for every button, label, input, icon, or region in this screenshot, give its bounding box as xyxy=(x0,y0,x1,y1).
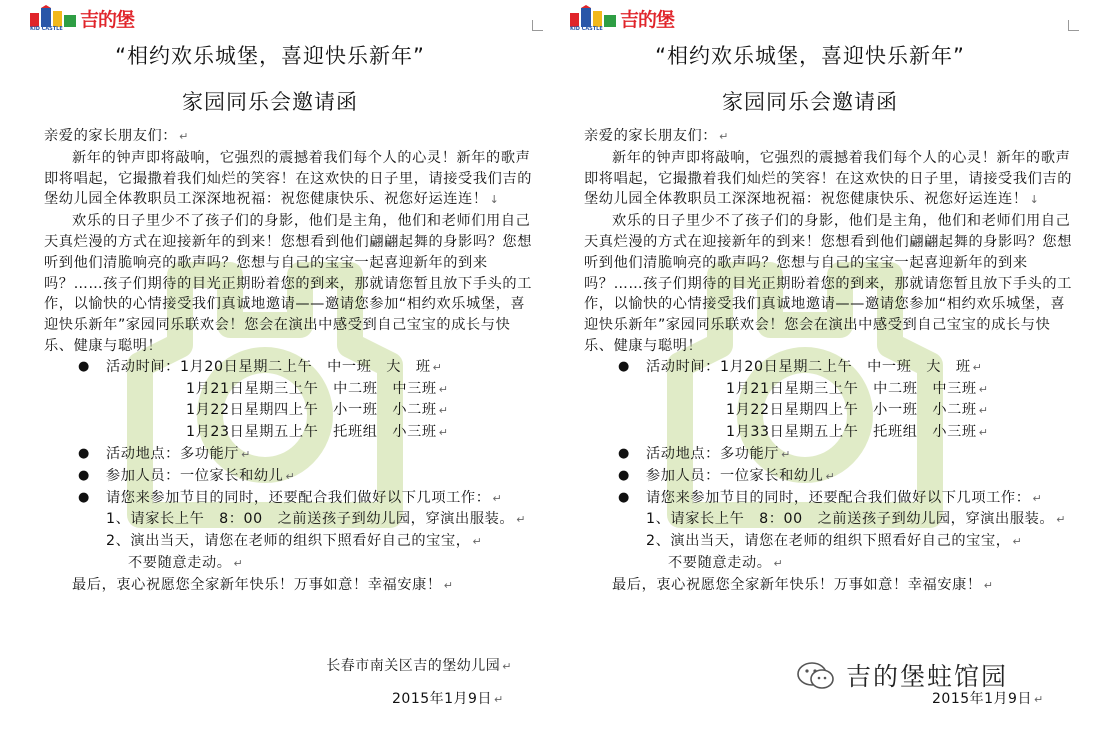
bullet-participants: ● 参加人员：一位家长和幼儿 ↵ xyxy=(78,467,296,484)
schedule-line: 1月22日星期四上午 小一班 小二班 ↵ xyxy=(186,402,449,419)
bullet-cooperation: ● 请您来参加节目的同时，还要配合我们做好以下几项工作： ↵ xyxy=(78,489,503,506)
greeting: 亲爱的家长朋友们： ↵ xyxy=(584,128,729,144)
title-line-1: “相约欢乐城堡，喜迎快乐新年” xyxy=(115,44,425,68)
invitation-page-left xyxy=(0,0,540,730)
logo-subtext: KID CASTLE xyxy=(570,26,603,32)
paragraph-2: 欢乐的日子里少不了孩子们的身影，他们是主角，他们和老师们用自己天真烂漫的方式在迎接新年的到来！您想看到他们翩翩起舞的身影吗？您想听到他们清脆响亮的歌声吗？您想与自己的宝宝一起喜迎新年的到来吗？……孩子们期待的目光正期盼着您的到来，那就请您暂且放下手头的工作，以愉快的心情接受我们真诚地邀请——邀请您参加“相约欢乐城堡，喜迎快乐新年”家园同乐联欢会！您会在演出中感受到自己宝宝的成长与快乐、健康与聪明！ xyxy=(44,213,532,354)
cooperation-item-2: 2、演出当天，请您在老师的组织下照看好自己的宝宝， ↵ xyxy=(106,533,483,550)
bullet-participants: ● 参加人员：一位家长和幼儿 ↵ xyxy=(618,467,836,484)
bullet-activity-time: ● 活动时间：1月20日星期二上午 中一班 大 班 ↵ xyxy=(618,358,983,375)
logo-subtext: KID CASTLE xyxy=(30,26,63,32)
cooperation-item-2-cont: 不要随意走动。 ↵ xyxy=(668,554,784,571)
cooperation-item-2-cont: 不要随意走动。 ↵ xyxy=(128,554,244,571)
castle-logo-icon xyxy=(30,5,80,27)
cooperation-item-1: 1、请家长上午 8：00 之前送孩子到幼儿园，穿演出服装。 ↵ xyxy=(106,511,527,528)
greeting: 亲爱的家长朋友们： ↵ xyxy=(44,128,189,144)
signature: 长春市南关区吉的堡幼儿园 ↵ xyxy=(326,658,512,674)
letter-date: 2015年1月9日 ↵ xyxy=(932,691,1044,707)
invitation-page-right xyxy=(540,0,1080,730)
bullet-cooperation: ● 请您来参加节目的同时，还要配合我们做好以下几项工作： ↵ xyxy=(618,489,1043,506)
kid-castle-logo xyxy=(570,3,710,31)
closing-line: 最后，衷心祝愿您全家新年快乐！万事如意！幸福安康！ ↵ xyxy=(72,576,454,593)
closing-line: 最后，衷心祝愿您全家新年快乐！万事如意！幸福安康！ ↵ xyxy=(612,576,994,593)
wechat-account-watermark xyxy=(788,655,1088,695)
schedule-line: 1月33日星期五上午 托班组 小三班 ↵ xyxy=(726,424,989,441)
title-line-2: 家园同乐会邀请函 xyxy=(182,90,358,114)
schedule-line: 1月21日星期三上午 中二班 中三班 ↵ xyxy=(726,380,989,397)
letter-date: 2015年1月9日 ↵ xyxy=(392,691,504,707)
page-corner-mark xyxy=(1068,20,1079,31)
title-line-1: “相约欢乐城堡，喜迎快乐新年” xyxy=(655,44,965,68)
title-line-2: 家园同乐会邀请函 xyxy=(722,90,898,114)
bullet-location: ● 活动地点：多功能厅 ↵ xyxy=(78,445,251,462)
logo-text: 吉的堡 xyxy=(80,9,135,31)
schedule-line: 1月22日星期四上午 小一班 小二班 ↵ xyxy=(726,402,989,419)
letter-body xyxy=(44,126,534,597)
paragraph-2: 欢乐的日子里少不了孩子们的身影，他们是主角，他们和老师们用自己天真烂漫的方式在迎接新年的到来！您想看到他们翩翩起舞的身影吗？您想听到他们清脆响亮的歌声吗？您想与自己的宝宝一起喜迎新年的到来吗？……孩子们期待的目光正期盼着您的到来，那就请您暂且放下手头的工作，以愉快的心情接受我们真诚地邀请——邀请您参加“相约欢乐城堡，喜迎快乐新年”家园同乐联欢会！您会在演出中感受到自己宝宝的成长与快乐、健康与聪明！ xyxy=(584,213,1072,354)
paragraph-1: 新年的钟声即将敲响，它强烈的震撼着我们每个人的心灵！新年的歌声即将唱起，它撮撒着我们灿烂的笑容！在这欢快的日子里，请接受我们吉的堡幼儿园全体教职员工深深地祝福：祝您健康快乐、祝您好运连连！ ↓ xyxy=(584,149,1072,208)
cooperation-item-1: 1、请家长上午 8：00 之前送孩子到幼儿园，穿演出服装。 ↵ xyxy=(646,511,1067,528)
paragraph-1: 新年的钟声即将敲响，它强烈的震撼着我们每个人的心灵！新年的歌声即将唱起，它撮撒着我们灿烂的笑容！在这欢快的日子里，请接受我们吉的堡幼儿园全体教职员工深深地祝福：祝您健康快乐、祝您好运连连！ ↓ xyxy=(44,149,532,208)
letter-body xyxy=(584,126,1074,597)
bullet-location: ● 活动地点：多功能厅 ↵ xyxy=(618,445,791,462)
castle-logo-icon xyxy=(570,5,620,27)
schedule-line: 1月23日星期五上午 托班组 小三班 ↵ xyxy=(186,424,449,441)
schedule-line: 1月21日星期三上午 中二班 中三班 ↵ xyxy=(186,380,449,397)
logo-text: 吉的堡 xyxy=(620,9,675,31)
kid-castle-logo xyxy=(30,3,170,31)
wechat-account-name: 吉的堡蛀馆园 xyxy=(846,662,1009,691)
cooperation-item-2: 2、演出当天，请您在老师的组织下照看好自己的宝宝， ↵ xyxy=(646,533,1023,550)
wechat-icon xyxy=(796,661,836,691)
bullet-activity-time: ● 活动时间：1月20日星期二上午 中一班 大 班 ↵ xyxy=(78,358,443,375)
